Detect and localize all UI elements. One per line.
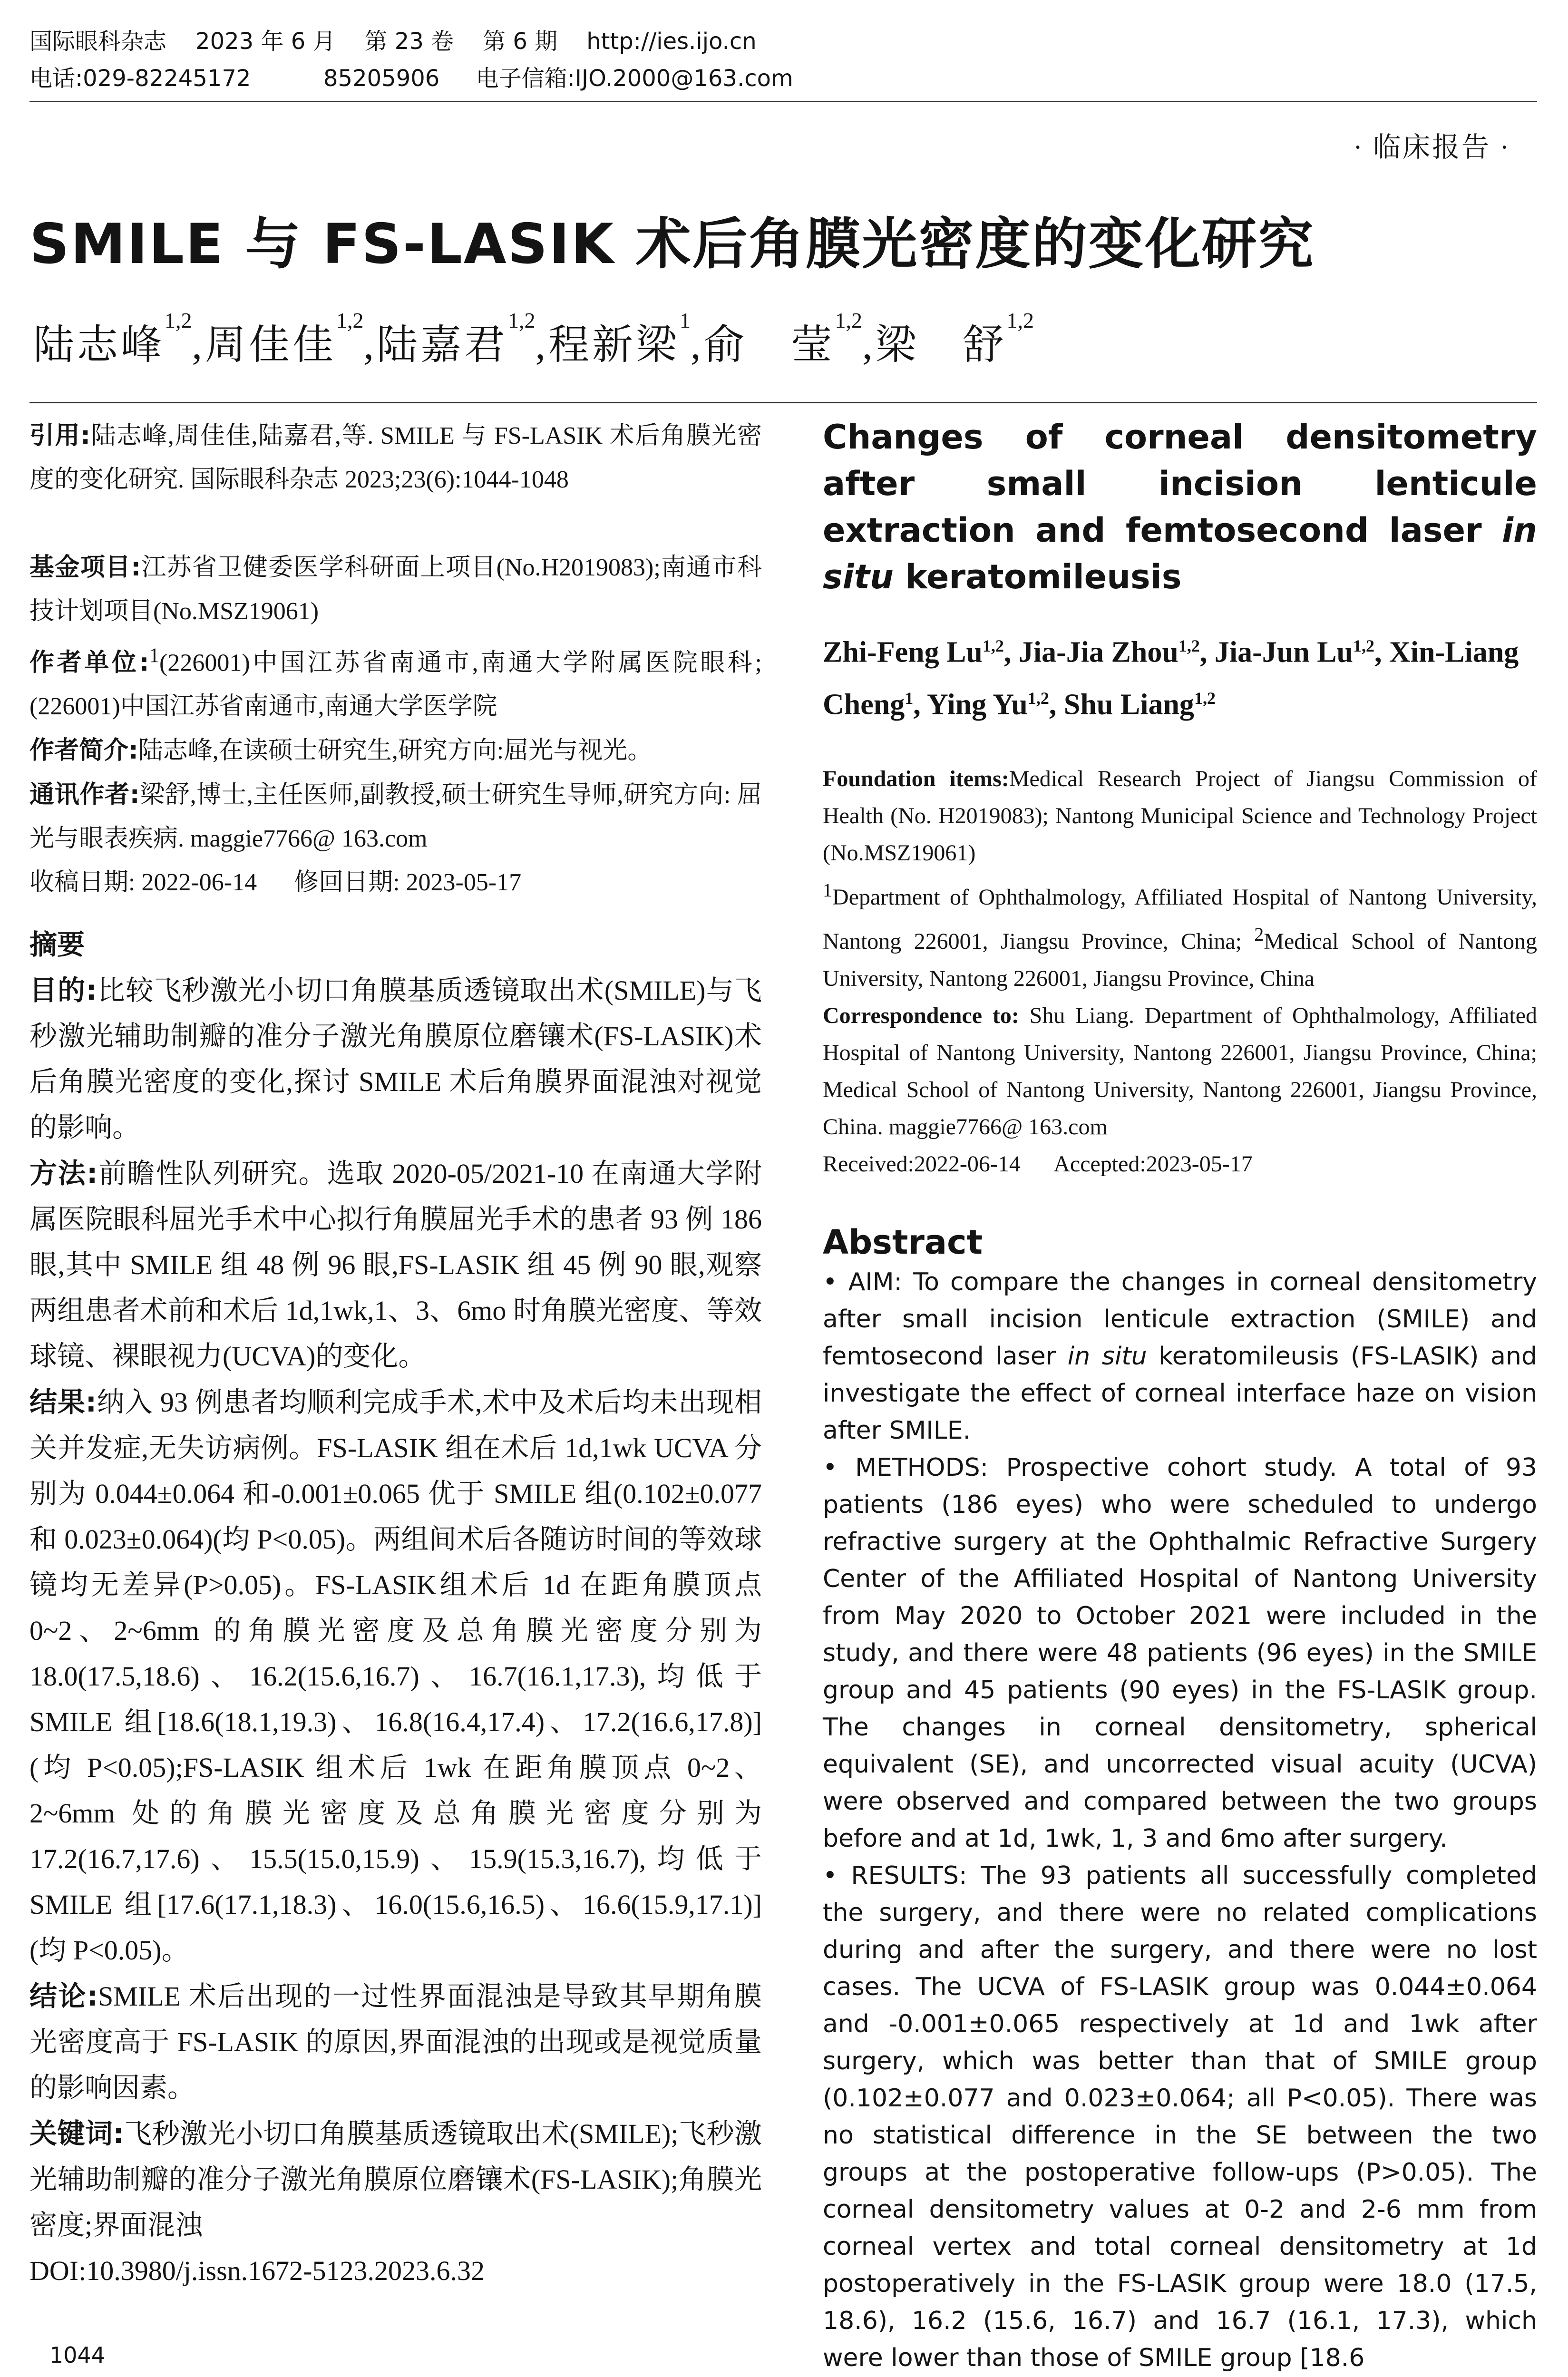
affil-sup-1: 1 [823,879,832,901]
author-name: 梁 舒 [875,322,1007,368]
aim-text-en: keratomileusis (FS-LASIK) and investigate the effect of corneal interface haze on vision after SMILE. [823,1342,1537,1445]
methods-label-en: • METHODS: [823,1453,989,1482]
fund-text: 江苏省卫健委医学科研面上项目(No.H2019083);南通市科技计划项目(No.MSZ19061) [29,554,762,625]
journal-masthead [29,23,1537,97]
author-affiliation-mark: 1,2 [982,636,1004,655]
english-column [823,414,1537,2377]
fund-info [29,546,762,633]
author-name: 俞 莹 [703,322,835,368]
author-unit [29,633,762,729]
author-name: 陆嘉君 [377,322,508,368]
citation-label: 引用: [29,421,91,450]
aim-label-en: • AIM: [823,1268,903,1297]
abstract-aim-en [823,1264,1537,1449]
masthead-divider [29,101,1537,102]
author-affiliation-mark: 1,2 [1006,308,1034,332]
author-name-en: Jia-Jia Zhou [1018,636,1178,669]
chinese-column [29,414,762,2294]
correspondence-text: Shu Liang. Department of Ophthalmology, Affiliated Hospital of Nantong University, Nantong 226001, Jiangsu Province, China; Medical School of Nantong University, Nantong 226001, Jiangsu Province, China. maggie7766@ 163.com [823,1003,1537,1140]
masthead-line-2: 电话:029-82245172 85205906 电子信箱:IJO.2000@163.com [29,65,793,92]
english-front-matter [823,760,1537,1183]
affil-text-2: Medical School of Nantong University, Nantong 226001, Jiangsu Province, China [823,929,1538,992]
unit-sup-1: 1 [149,644,160,667]
methods-text: 前瞻性队列研究。选取 2020-05/2021-10 在南通大学附属医院眼科屈光手术中心拟行角膜屈光手术的患者 93 例 186 眼,其中 SMILE 组 48 例 96 眼,FS-LASIK 组 45 例 90 眼,观察两组患者术前和术后 1d,1wk,1、3、6mo 时角膜光密度、等效球镜、裸眼视力(UCVA)的变化。 [29,1158,762,1372]
results-label: 结果: [29,1386,97,1419]
received-revised-dates: 收稿日期: 2022-06-14 修回日期: 2023-05-17 [29,869,522,896]
corresponding-author [29,773,762,861]
citation-text: 陆志峰,周佳佳,陆嘉君,等. SMILE 与 FS-LASIK 术后角膜光密度的变化研究. 国际眼科杂志 2023;23(6):1044-1048 [29,422,762,493]
correspondence-label: Correspondence to: [823,1003,1019,1029]
english-title-part: keratomileusis [893,557,1182,596]
foundation-text: Medical Research Project of Jiangsu Commission of Health (No. H2019083); Nantong Municipal Science and Technology Project (No.MSZ19061) [823,766,1537,866]
abstract-en [823,1264,1537,2377]
author-name-en: Ying Yu [926,688,1028,721]
correspondence-en [823,997,1537,1146]
english-title-part: Changes of corneal densitometry after small incision lenticule extraction and femtosecond laser [823,418,1537,550]
authors-en: Zhi-Feng Lu$^{1,2}$, Jia-Jia Zhou$^{1,2}$, Jia-Jun Lu$^{1,2}$, Xin-Liang Cheng$^1$, Ying Yu$^{1,2}$, Shu Liang$^{1,2}$ [823,636,1519,721]
english-title-italic: in situ [823,511,1537,596]
conclusion-text: SMILE 术后出现的一过性界面混浊是导致其早期角膜光密度高于 FS-LASIK 的原因,界面混浊的出现或是视觉质量的影响因素。 [29,1981,762,2104]
unit-text: (226001)中国江苏省南通市,南通大学附属医院眼科;(226001)中国江苏省南通市,南通大学医学院 [29,649,762,721]
methods-text-en: Prospective cohort study. A total of 93 patients (186 eyes) who were scheduled to undergo refractive surgery at the Ophthalmic Refractive Surgery Center of the Affiliated Hospital of Nantong University from May 2020 to October 2021 were included in the study, and there were 48 patients (96 eyes) in the SMILE group and 45 patients (90 eyes) in the FS-LASIK group. The changes in corneal densitometry, spherical equivalent (SE), and uncorrected visual acuity (UCVA) were observed and compared between the two groups before and at 1d, 1wk, 1, 3 and 6mo after surgery. [823,1453,1537,1853]
author-affiliation-mark: 1,2 [336,308,364,332]
aim-text-en: To compare the changes in corneal densitometry after small incision lenticule extraction (SMILE) and femtosecond laser [823,1268,1537,1371]
author-name-en: Xin-Liang Cheng [823,636,1519,721]
author-name: 陆志峰 [33,322,165,368]
bio-text: 陆志峰,在读硕士研究生,研究方向:屈光与视光。 [138,737,653,765]
aim-label: 目的: [29,974,97,1007]
corr-label: 通讯作者: [29,780,140,809]
foundation-label: Foundation items: [823,766,1009,792]
english-title [823,414,1537,600]
aim-italic-en: in situ [1067,1342,1147,1371]
author-affiliation-mark: 1,2 [1353,636,1375,655]
abstract-aim [29,967,762,1150]
doi: DOI:10.3980/j.issn.1672-5123.2023.6.32 [29,2255,485,2287]
author-affiliation-mark: 1 [905,688,914,708]
author-affiliation-mark: 1 [680,308,691,332]
header-divider [29,402,1537,403]
author-affiliation-mark: 1,2 [165,308,192,332]
abstract-heading-cn: 摘要 [29,928,85,961]
abstract-cn [29,967,762,2294]
author-affiliation-mark: 1,2 [835,308,862,332]
results-text: 纳入 93 例患者均顺利完成手术,术中及术后均未出现相关并发症,无失访病例。FS-LASIK 组在术后 1d,1wk UCVA 分别为 0.044±0.064 和-0.001±0.065 优于 SMILE 组(0.102±0.077 和 0.023±0.064)(均 P<0.05)。两组间术后各随访时间的等效球镜均无差异(P>0.05)。FS-LASIK组术后 1d 在距角膜顶点 0~2、2~6mm 的角膜光密度及总角膜光密度分别为 18.0(17.5,18.6)、16.2(15.6,16.7)、16.7(16.1,17.3),均低于 SMILE 组[18.6(18.1,19.3)、16.8(16.4,17.4)、17.2(16.6,17.8)](均 P<0.05);FS-LASIK 组术后 1wk 在距角膜顶点 0~2、2~6mm 处的角膜光密度及总角膜光密度分别为 17.2(16.7,17.6)、15.5(15.0,15.9)、15.9(15.3,16.7),均低于 SMILE 组[17.6(17.1,18.3)、16.0(15.6,16.5)、16.6(15.9,17.1)](均 P<0.05)。 [29,1387,762,1966]
author-affiliation-mark: 1,2 [1027,688,1049,708]
abstract-methods-en [823,1449,1537,1857]
abstract-conclusion [29,1973,762,2111]
abstract-heading-en: Abstract [823,1223,983,1262]
page-number: 1044 [49,2342,106,2368]
column-tag: · 临床报告 · [1353,132,1511,163]
conclusion-label: 结论: [29,1980,98,2013]
aim-text: 比较飞秒激光小切口角膜基质透镜取出术(SMILE)与飞秒激光辅助制瓣的准分子激光角膜原位磨镶术(FS-LASIK)术后角膜光密度的变化,探讨 SMILE 术后角膜界面混浊对视觉的影响。 [29,975,762,1143]
abstract-methods [29,1150,762,1379]
author-affiliation-mark: 1,2 [1194,688,1216,708]
keywords-text: 飞秒激光小切口角膜基质透镜取出术(SMILE);飞秒激光辅助制瓣的准分子激光角膜原位磨镶术(FS-LASIK);角膜光密度;界面混浊 [29,2118,762,2241]
results-text-en: The 93 patients all successfully completed the surgery, and there were no related complications during and after the surgery, and there were no lost cases. The UCVA of FS-LASIK group was 0.044±0.064 and -0.001±0.065 respectively at 1d and 1wk after surgery, which was better than that of SMILE group (0.102±0.077 and 0.023±0.064; all P<0.05). There was no statistical difference in the SE between the two groups at the postoperative follow-ups (P>0.05). The corneal densitometry values at 0-2 and 2-6 mm from corneal vertex and total corneal densitometry at 1d postoperatively in the FS-LASIK group were 18.0 (17.5, 18.6), 16.2 (15.6, 16.7) and 16.7 (16.1, 17.3), which were lower than those of SMILE group [18.6 [823,1861,1538,2373]
foundation-items [823,760,1537,872]
unit-label: 作者单位: [29,648,149,677]
corr-text: 梁舒,博士,主任医师,副教授,硕士研究生导师,研究方向: 屈光与眼表疾病. maggie7766@ 163.com [29,781,762,853]
author-name-en: Shu Liang [1063,688,1194,721]
author-name-en: Jia-Jun Lu [1214,636,1354,669]
results-label-en: • RESULTS: [823,1861,967,1890]
abstract-results-en [823,1857,1537,2377]
fund-label: 基金项目: [29,553,141,582]
author-bio [29,729,762,773]
bio-label: 作者简介: [29,736,138,765]
author-name: 程新梁 [548,322,680,368]
keywords-label: 关键词: [29,2117,124,2150]
masthead-line-1: 国际眼科杂志 2023 年 6 月 第 23 卷 第 6 期 http://ies.ijo.cn [29,28,757,55]
affil-sup-2: 2 [1254,924,1264,945]
affiliations-en [823,872,1537,997]
methods-label: 方法: [29,1157,98,1190]
author-affiliation-mark: 1,2 [1178,636,1200,655]
affil-text-1: Department of Ophthalmology, Affiliated Hospital of Nantong University, Nantong 226001, Jiangsu Province, China; [823,885,1537,955]
author-affiliation-mark: 1,2 [508,308,536,332]
received-accepted-dates: Received:2022-06-14 Accepted:2023-05-17 [823,1151,1253,1177]
keywords [29,2111,762,2248]
author-name-en: Zhi-Feng Lu [823,636,983,669]
author-name: 周佳佳 [205,322,336,368]
abstract-results [29,1379,762,1973]
authors-cn: 陆志峰$^{1,2}$,周佳佳$^{1,2}$,陆嘉君$^{1,2}$,程新梁$^1$,俞 莹$^{1,2}$,梁 舒$^{1,2}$ [33,308,1034,368]
citation [29,414,762,502]
article-title: SMILE 与 FS-LASIK 术后角膜光密度的变化研究 [29,212,1315,276]
